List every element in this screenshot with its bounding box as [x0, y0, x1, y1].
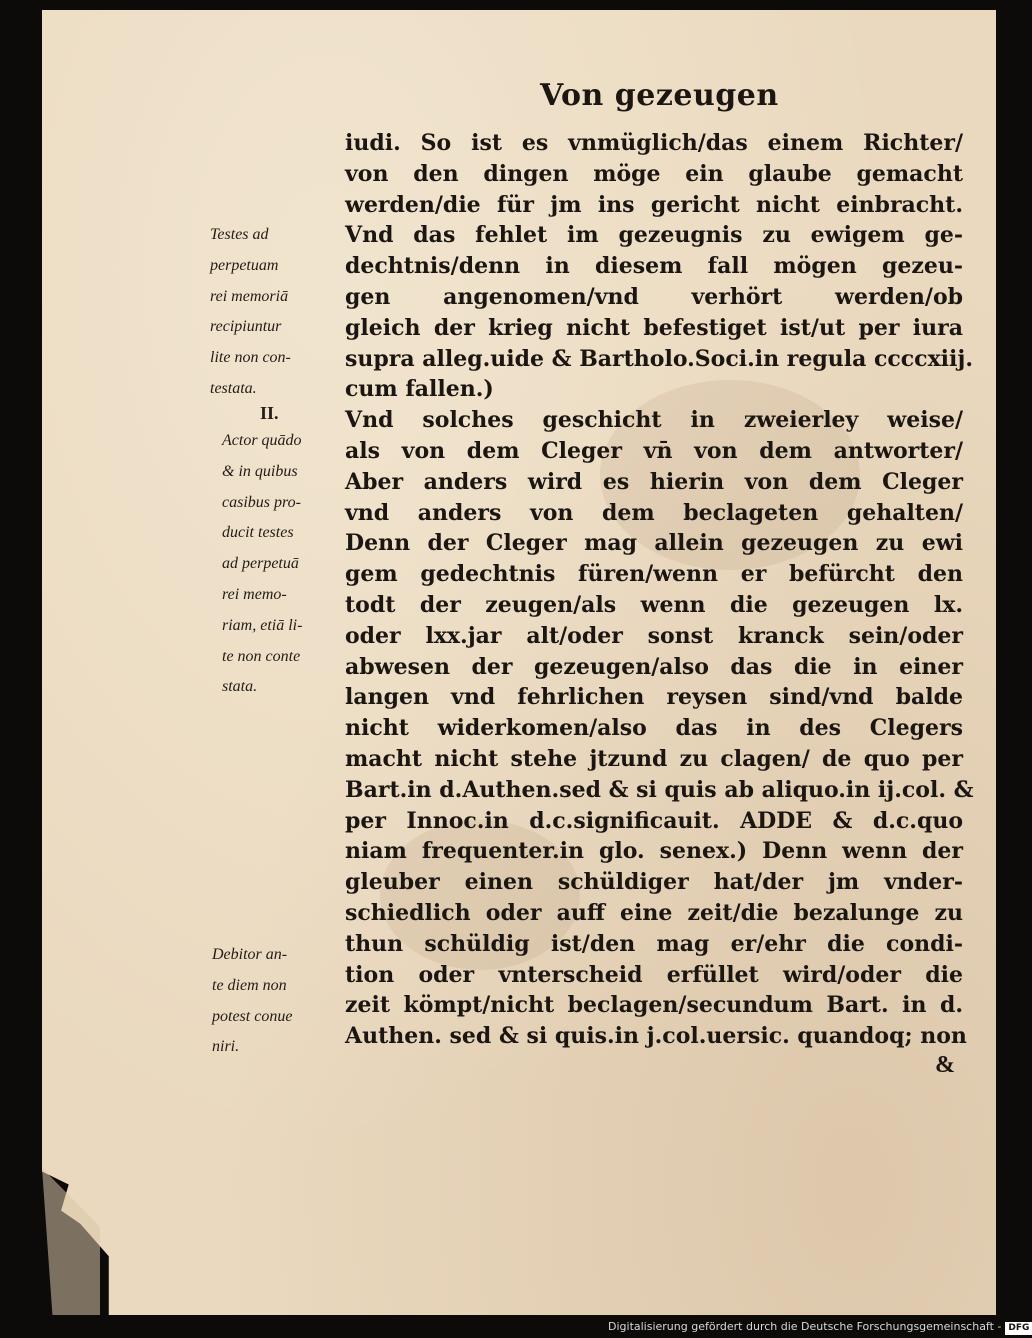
text-line: gleich der krieg nicht befestiget ist/ut per iura: [345, 314, 963, 341]
text-line: Aber anders wird es hierin von dem Cleger: [345, 468, 963, 495]
margin-note-testes: [210, 220, 345, 405]
text-line: per Innoc.in d.c.significauit. ADDE & d.c.quo: [345, 807, 963, 834]
text-line: thun schüldig ist/den mag er/ehr die condi-: [345, 930, 963, 957]
margin-line: riam, etiā li-: [222, 616, 303, 634]
text-line: todt der zeugen/als wenn die gezeugen lx.: [345, 591, 963, 618]
text-line: iudi. So ist es vnmüglich/das einem Richter/: [345, 130, 963, 156]
text-line: Vnd solches geschicht in zweierley weise/: [345, 407, 963, 434]
margin-line: perpetuam: [210, 256, 279, 274]
text-line: vnd anders von dem beclageten gehalten/: [345, 499, 963, 526]
margin-line: ducit testes: [222, 524, 294, 542]
text-line: supra alleg.uide & Bartholo.Soci.in regula ccccxiij.: [345, 345, 974, 372]
margin-line: te non conte: [222, 647, 301, 665]
margin-line: rei memo-: [222, 585, 287, 603]
text-line: gem gedechtnis füren/wenn er befürcht den: [345, 561, 963, 588]
text-line: von den dingen möge ein glaube gemacht: [345, 160, 963, 187]
text-line: tion oder vnterscheid erfüllet wird/oder die: [345, 961, 963, 988]
text-line: schiedlich oder auff eine zeit/die bezalunge zu: [345, 899, 963, 926]
margin-note-actor: [222, 400, 347, 703]
margin-line: lite non con-: [210, 349, 291, 367]
margin-line: Debitor an-: [212, 946, 288, 963]
margin-line: stata.: [222, 678, 258, 696]
text-line: zeit kömpt/nicht beclagen/secundum Bart. in d.: [345, 992, 963, 1019]
main-text-block: [345, 128, 974, 1052]
margin-line: Actor quādo: [222, 432, 302, 449]
text-line: Vnd das fehlet im gezeugnis zu ewigem ge-: [345, 222, 963, 249]
margin-line: te diem non: [212, 976, 287, 994]
margin-section-number: II.: [260, 403, 279, 423]
margin-line: niri.: [212, 1038, 240, 1056]
digitization-credit: [608, 1318, 1030, 1336]
text-line: nicht widerkomen/also das in des Clegers: [345, 715, 963, 742]
text-line: oder lxx.jar alt/oder sonst kranck sein/oder: [345, 622, 963, 649]
text-line: abwesen der gezeugen/also das die in einer: [345, 653, 963, 680]
dfg-logo: DFG: [1005, 1322, 1032, 1335]
catchword: &: [935, 1052, 955, 1078]
margin-line: testata.: [210, 379, 257, 397]
text-line: dechtnis/denn in diesem fall mögen gezeu-: [345, 253, 963, 280]
text-line: als von dem Cleger vn̄ von dem antworter/: [345, 437, 963, 464]
text-line: Denn der Cleger mag allein gezeugen zu ewi: [345, 530, 963, 557]
margin-line: & in quibus: [222, 462, 298, 480]
text-line: macht nicht stehe jtzund zu clagen/ de quo per: [345, 745, 963, 772]
margin-line: rei memoriā: [210, 287, 289, 305]
margin-line: potest conue: [212, 1007, 293, 1025]
text-line: gen angenomen/vnd verhört werden/ob: [345, 283, 963, 310]
margin-line: Testes ad: [210, 226, 269, 243]
running-header: Von gezeugen: [540, 78, 779, 113]
text-line: Authen. sed & si quis.in j.col.uersic. quandoq; non: [345, 1023, 967, 1050]
text-line: werden/die für jm ins gericht nicht einbracht.: [345, 191, 963, 218]
text-line: niam frequenter.in glo. senex.) Denn wenn der: [345, 838, 963, 865]
text-line: Bart.in d.Authen.sed & si quis ab aliquo.in ij.col. &: [345, 776, 974, 803]
margin-line: recipiuntur: [210, 318, 282, 336]
text-line: cum fallen.): [345, 376, 494, 403]
footer-text: Digitalisierung gefördert durch die Deutsche Forschungsgemeinschaft -: [608, 1320, 1002, 1333]
margin-line: casibus pro-: [222, 493, 301, 511]
text-line: gleuber einen schüldiger hat/der jm vnder-: [345, 869, 963, 896]
margin-note-debitor: [212, 940, 347, 1063]
margin-line: ad perpetuā: [222, 555, 299, 573]
catchword-row: [345, 1052, 955, 1079]
text-line: langen vnd fehrlichen reysen sind/vnd balde: [345, 684, 963, 711]
